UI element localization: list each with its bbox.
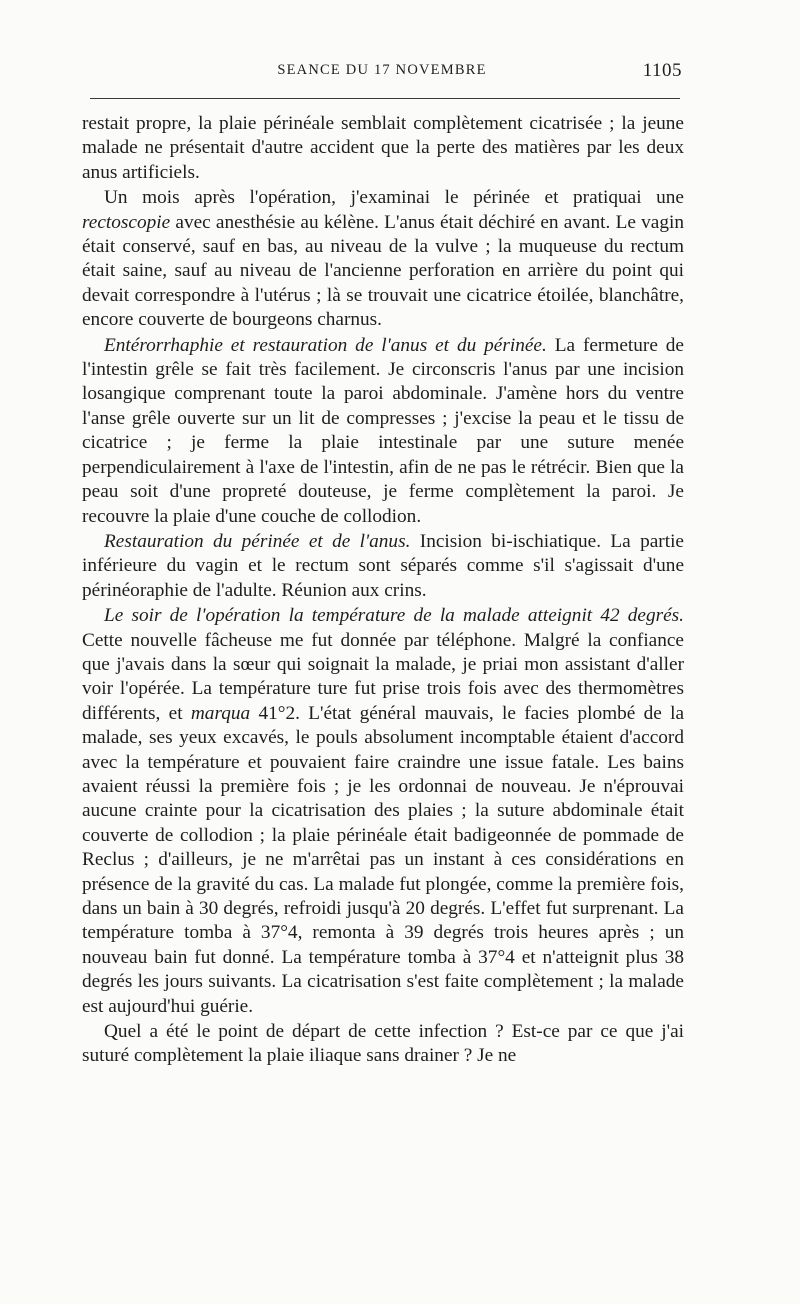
header-rule bbox=[90, 98, 680, 99]
paragraph-3-heading: Entérorrhaphie et restauration de l'anus et du périnée. bbox=[104, 334, 547, 356]
paragraph-5-heading: Le soir de l'opération la température de la malade atteignit 42 degrés. bbox=[104, 605, 684, 627]
running-header bbox=[82, 60, 682, 86]
paragraph-2-lead: Un mois après l'opération, j'examinai le périnée et pratiquai une bbox=[104, 187, 684, 209]
paragraph-2-term: rectoscopie bbox=[82, 211, 171, 233]
paragraph-5-text-cont: 41°2. L'état général mauvais, le facies plombé de la malade, ses yeux excavés, le pouls absolument incomptable étaient d'accord avec la température et pouvaient faire craindre une issue fatale. Les bains avaient réussi la première fois ; je les ordonnai de nouveau. Je n'éprouvai aucune crainte pour la cicatrisation des plaies ; la suture abdominale était couverte de collodion ; la plaie périnéale était badigeonnée de pommade de Reclus ; d'ailleurs, je ne m'arrêtai pas un instant à ces considérations en présence de la gravité du cas. La malade fut plongée, comme la première fois, dans un bain à 30 degrés, refroidi jusqu'à 20 degrés. L'effet fut surprenant. La température tomba à 37°4, remonta à 39 degrés trois heures après ; un nouveau bain fut donné. La température tomba à 37°4 et n'atteignit plus 38 degrés les jours suivants. La cicatrisation s'est faite complètement ; la malade est aujourd'hui guérie. bbox=[82, 702, 685, 1017]
paragraph-6 bbox=[82, 1020, 684, 1069]
paragraph-4-heading: Restauration du périnée et de l'anus. bbox=[104, 530, 411, 552]
paragraph-1-text: restait propre, la plaie périnéale semblait complètement cicatrisée ; la jeune malade ne présentait d'autre accident que la perte des matières par les deux anus artificiels. bbox=[82, 113, 684, 183]
paragraph-2-text: avec anesthésie au kélène. L'anus était déchiré en avant. Le vagin était conservé, sauf en bas, au niveau de la vulve ; la muqueuse du rectum était saine, sauf au niveau de l'ancienne perforation en arrière du point qui devait correspondre à l'utérus ; là se trouvait une cicatrice étoilée, blanchâtre, encore couverte de bourgeons charnus. bbox=[82, 211, 684, 331]
paragraph-5-text: Cette nouvelle fâcheuse me fut donnée par téléphone. Malgré la confiance que j'avais dans la sœur qui soignait la malade, je priai mon assistant d'aller voir l'opérée. La température ture fut prise trois fois avec des thermomètres différents, et bbox=[82, 629, 684, 724]
paragraph-5 bbox=[82, 604, 684, 1019]
header-title: SEANCE DU 17 NOVEMBRE bbox=[277, 62, 487, 78]
paragraph-4 bbox=[82, 530, 684, 603]
page-number: 1105 bbox=[642, 60, 682, 81]
paragraph-3 bbox=[82, 334, 684, 529]
paragraph-1 bbox=[82, 112, 684, 185]
paragraph-4-text: Incision bi-ischiatique. La partie inférieure du vagin et le rectum sont séparés comme s'il s'agissait d'une périnéoraphie de l'adulte. Réunion aux crins. bbox=[82, 530, 684, 601]
paragraph-5-term: marqua bbox=[190, 702, 251, 724]
paragraph-6-text: Quel a été le point de départ de cette infection ? Est-ce par ce que j'ai suturé complètement la plaie iliaque sans drainer ? Je ne bbox=[82, 1021, 684, 1067]
paragraph-2 bbox=[82, 186, 684, 332]
body-text bbox=[82, 112, 684, 1069]
paragraph-3-text: La fermeture de l'intestin grêle se fait très facilement. Je circonscris l'anus par une incision losangique comprenant toute la paroi abdominale. J'amène hors du ventre l'anse grêle ouverte sur un lit de compresses ; j'excise la peau et le tissu de cicatrice ; je ferme la plaie intestinale par une suture menée perpendiculairement à l'axe de l'intestin, afin de ne pas le rétrécir. Bien que la peau soit d'une propreté douteuse, je ferme complètement la paroi. Je recouvre la plaie d'une couche de collodion. bbox=[82, 334, 684, 527]
